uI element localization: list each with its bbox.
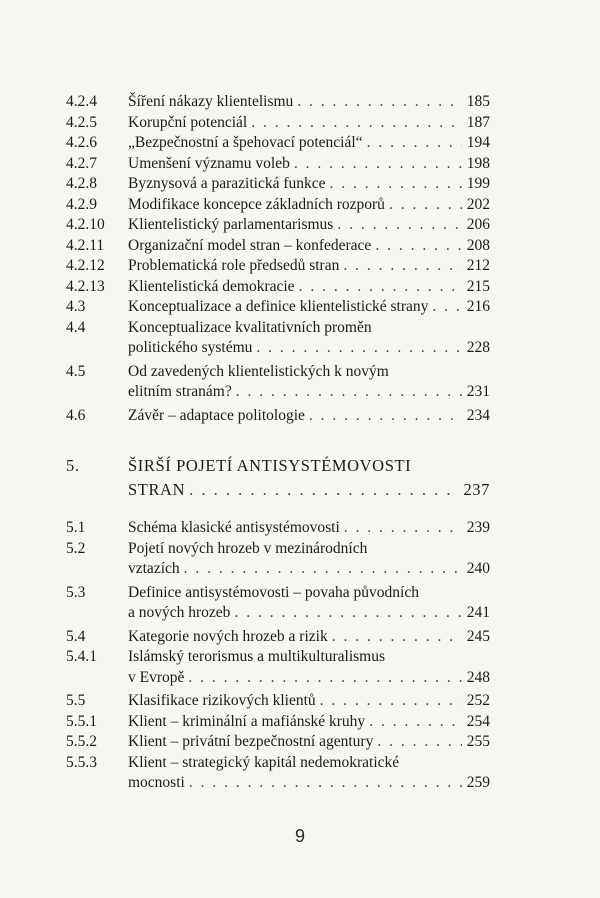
toc-line xyxy=(128,113,490,134)
dot-leader xyxy=(344,518,462,539)
dot-leader xyxy=(234,603,462,624)
toc-line xyxy=(128,732,490,753)
page-number: 206 xyxy=(466,216,490,233)
dot-leader xyxy=(236,382,462,403)
chapter-title-line-2: STRAN xyxy=(128,480,186,499)
dot-leader xyxy=(320,691,462,712)
page-number: 254 xyxy=(466,712,490,730)
page-number: 215 xyxy=(466,277,490,295)
entry-title: Modifikace koncepce základních rozporů xyxy=(128,195,385,213)
dot-leader xyxy=(375,236,462,257)
entry-body xyxy=(128,133,490,154)
toc-line xyxy=(128,753,490,774)
toc-line xyxy=(128,478,490,502)
toc-line xyxy=(128,691,490,712)
toc-line xyxy=(128,92,490,113)
entry-body xyxy=(128,732,490,753)
entry-title: elitním stranám? xyxy=(128,383,232,400)
page-number: 255 xyxy=(466,733,490,750)
toc-line xyxy=(128,559,490,580)
toc-line xyxy=(128,318,490,339)
entry-body xyxy=(128,215,490,236)
dot-leader xyxy=(309,406,462,427)
toc-line xyxy=(128,668,490,689)
toc-line xyxy=(128,236,490,257)
entry-title: Definice antisystémovosti – povaha původních xyxy=(128,583,419,601)
entry-title: Závěr – adaptace politologie xyxy=(128,406,305,424)
page-number: 212 xyxy=(466,257,490,274)
entry-title: Od zavedených klientelistických k novým xyxy=(128,362,389,380)
toc-line xyxy=(128,773,490,794)
entry-body xyxy=(128,362,490,403)
toc-section-4 xyxy=(66,92,490,426)
dot-leader xyxy=(256,338,462,359)
section-number: 4.2.7 xyxy=(66,154,97,172)
entry-body xyxy=(128,277,490,298)
toc-entry xyxy=(66,113,490,134)
page-number: 216 xyxy=(466,298,490,315)
entry-body xyxy=(128,113,490,134)
dot-leader xyxy=(297,92,462,113)
section-number: 5.1 xyxy=(66,519,86,536)
dot-leader xyxy=(337,215,462,236)
entry-title: politického systému xyxy=(128,339,253,356)
entry-title: Problematická role předsedů stran xyxy=(128,257,340,274)
entry-title: Byznysová a parazitická funkce xyxy=(128,175,326,192)
entry-body xyxy=(128,236,490,257)
toc-line xyxy=(128,647,490,668)
entry-title: Klientelistický parlamentarismus xyxy=(128,216,334,233)
entry-title: Pojetí nových hrozeb v mezinárodních xyxy=(128,539,368,557)
page-number: 228 xyxy=(466,339,490,356)
page-number: 245 xyxy=(466,627,490,645)
toc-line xyxy=(128,256,490,277)
entry-title: Islámský terorismus a multikulturalismus xyxy=(128,648,386,665)
entry-title: Klientelistická demokracie xyxy=(128,277,295,295)
toc-entry xyxy=(66,195,490,216)
section-number: 5.4.1 xyxy=(66,648,97,665)
entry-body xyxy=(128,539,490,580)
dot-leader xyxy=(343,256,462,277)
entry-body xyxy=(128,195,490,216)
toc-entry xyxy=(66,712,490,733)
toc-line xyxy=(128,603,490,624)
page-number: 198 xyxy=(466,154,490,172)
toc-entry xyxy=(66,215,490,236)
toc-entry xyxy=(66,732,490,753)
toc-entry xyxy=(66,236,490,257)
page-number: 234 xyxy=(466,406,490,424)
toc-entry xyxy=(66,174,490,195)
toc-line xyxy=(128,215,490,236)
page-number: 199 xyxy=(466,175,490,192)
toc-entry xyxy=(66,318,490,359)
entry-title: mocnosti xyxy=(128,774,185,791)
page-number: 252 xyxy=(466,692,490,709)
section-number: 4.2.10 xyxy=(66,216,105,233)
page-number: 194 xyxy=(466,134,490,151)
entry-title: Šíření nákazy klientelismu xyxy=(128,93,294,110)
section-number: 4.2.9 xyxy=(66,195,97,213)
page-number: 231 xyxy=(466,383,490,400)
chapter-number: 5. xyxy=(66,456,80,475)
entry-title: Klient – kriminální a mafiánské kruhy xyxy=(128,712,366,730)
toc-line xyxy=(128,627,490,648)
entry-title: Schéma klasické antisystémovosti xyxy=(128,519,340,536)
entry-body xyxy=(128,154,490,175)
chapter-title-line-1: ŠIRŠÍ POJETÍ ANTISYSTÉMOVOSTI xyxy=(128,456,412,475)
page-number: 240 xyxy=(466,560,490,577)
section-number: 4.2.4 xyxy=(66,93,97,110)
toc-entry xyxy=(66,92,490,113)
entry-body xyxy=(128,297,490,318)
toc-entry xyxy=(66,362,490,403)
chapter-title xyxy=(128,454,490,502)
entry-body xyxy=(128,583,490,624)
dot-leader xyxy=(369,712,462,733)
entry-title: a nových hrozeb xyxy=(128,604,231,621)
page-number: 187 xyxy=(466,113,490,131)
dot-leader xyxy=(332,627,462,648)
section-number: 4.6 xyxy=(66,406,86,424)
dot-leader xyxy=(189,478,459,502)
entry-body xyxy=(128,627,490,648)
toc-entry xyxy=(66,539,490,580)
entry-title: Konceptualizace kvalitativních proměn xyxy=(128,318,372,336)
toc-entry xyxy=(66,627,490,648)
section-number: 4.2.5 xyxy=(66,113,97,131)
toc-line xyxy=(128,154,490,175)
toc-line xyxy=(128,406,490,427)
entry-body xyxy=(128,691,490,712)
toc-entry xyxy=(66,406,490,427)
dot-leader xyxy=(299,277,462,298)
toc-line xyxy=(128,362,490,383)
toc-section-5 xyxy=(66,518,490,794)
toc-entry xyxy=(66,277,490,298)
dot-leader xyxy=(367,133,462,154)
dot-leader xyxy=(294,154,462,175)
dot-leader xyxy=(188,668,462,689)
entry-body xyxy=(128,753,490,794)
entry-title: Konceptualizace a definice klientelistické strany xyxy=(128,298,429,315)
section-number: 5.5.2 xyxy=(66,733,97,750)
toc-entry xyxy=(66,256,490,277)
dot-leader xyxy=(377,732,462,753)
page-number: 241 xyxy=(466,604,490,621)
entry-title: Umenšení významu voleb xyxy=(128,154,290,172)
entry-body xyxy=(128,518,490,539)
toc-entry xyxy=(66,691,490,712)
toc-line xyxy=(128,583,490,604)
toc-line xyxy=(128,338,490,359)
section-number: 5.5.3 xyxy=(66,753,97,771)
toc-entry xyxy=(66,154,490,175)
toc-entry xyxy=(66,518,490,539)
entry-title: Korupční potenciál xyxy=(128,113,248,131)
page-number: 259 xyxy=(466,774,490,791)
entry-body xyxy=(128,318,490,359)
dot-leader xyxy=(330,174,462,195)
section-number: 5.4 xyxy=(66,627,86,645)
page-number: 239 xyxy=(466,519,490,536)
page-number: 202 xyxy=(466,195,490,213)
toc-line xyxy=(128,382,490,403)
toc-chapter-heading xyxy=(66,454,490,502)
toc-line xyxy=(128,133,490,154)
toc-line xyxy=(128,539,490,560)
dot-leader xyxy=(251,113,462,134)
section-number: 4.2.11 xyxy=(66,236,105,254)
dot-leader xyxy=(184,559,462,580)
entry-title: v Evropě xyxy=(128,668,185,686)
entry-body xyxy=(128,174,490,195)
section-number: 4.2.12 xyxy=(66,257,105,274)
page-number: 237 xyxy=(463,480,490,499)
toc-entry xyxy=(66,133,490,154)
toc-line xyxy=(128,454,490,478)
entry-title: Kategorie nových hrozeb a rizik xyxy=(128,627,328,645)
toc-line xyxy=(128,277,490,298)
table-of-contents xyxy=(66,92,490,797)
toc-entry xyxy=(66,647,490,688)
page-number: 185 xyxy=(466,93,490,110)
entry-title: Klient – privátní bezpečnostní agentury xyxy=(128,733,374,750)
section-number: 5.5.1 xyxy=(66,712,97,730)
section-number: 4.2.8 xyxy=(66,175,97,192)
page-number: 248 xyxy=(466,668,490,686)
toc-entry xyxy=(66,297,490,318)
section-number: 4.5 xyxy=(66,362,86,380)
entry-title: Klasifikace rizikových klientů xyxy=(128,692,316,709)
section-number: 5.5 xyxy=(66,692,86,709)
entry-body xyxy=(128,406,490,427)
entry-body xyxy=(128,647,490,688)
entry-title: „Bezpečnostní a špehovací potenciál“ xyxy=(128,134,363,151)
toc-line xyxy=(128,195,490,216)
toc-line xyxy=(128,174,490,195)
toc-line xyxy=(128,712,490,733)
dot-leader xyxy=(432,297,462,318)
section-number: 4.4 xyxy=(66,318,86,336)
page-number: 208 xyxy=(466,236,490,254)
toc-line xyxy=(128,297,490,318)
entry-title: vztazích xyxy=(128,560,180,577)
entry-title: Organizační model stran – konfederace xyxy=(128,236,372,254)
section-number: 5.3 xyxy=(66,583,86,601)
toc-entry xyxy=(66,753,490,794)
entry-body xyxy=(128,92,490,113)
section-number: 4.2.13 xyxy=(66,277,105,295)
page-folio: 9 xyxy=(294,826,305,846)
section-number: 4.3 xyxy=(66,298,86,315)
dot-leader xyxy=(389,195,462,216)
section-number: 4.2.6 xyxy=(66,134,97,151)
entry-body xyxy=(128,712,490,733)
entry-body xyxy=(128,256,490,277)
toc-line xyxy=(128,518,490,539)
entry-title: Klient – strategický kapitál nedemokratické xyxy=(128,753,400,771)
toc-entry xyxy=(66,583,490,624)
dot-leader xyxy=(189,773,462,794)
section-number: 5.2 xyxy=(66,539,86,557)
